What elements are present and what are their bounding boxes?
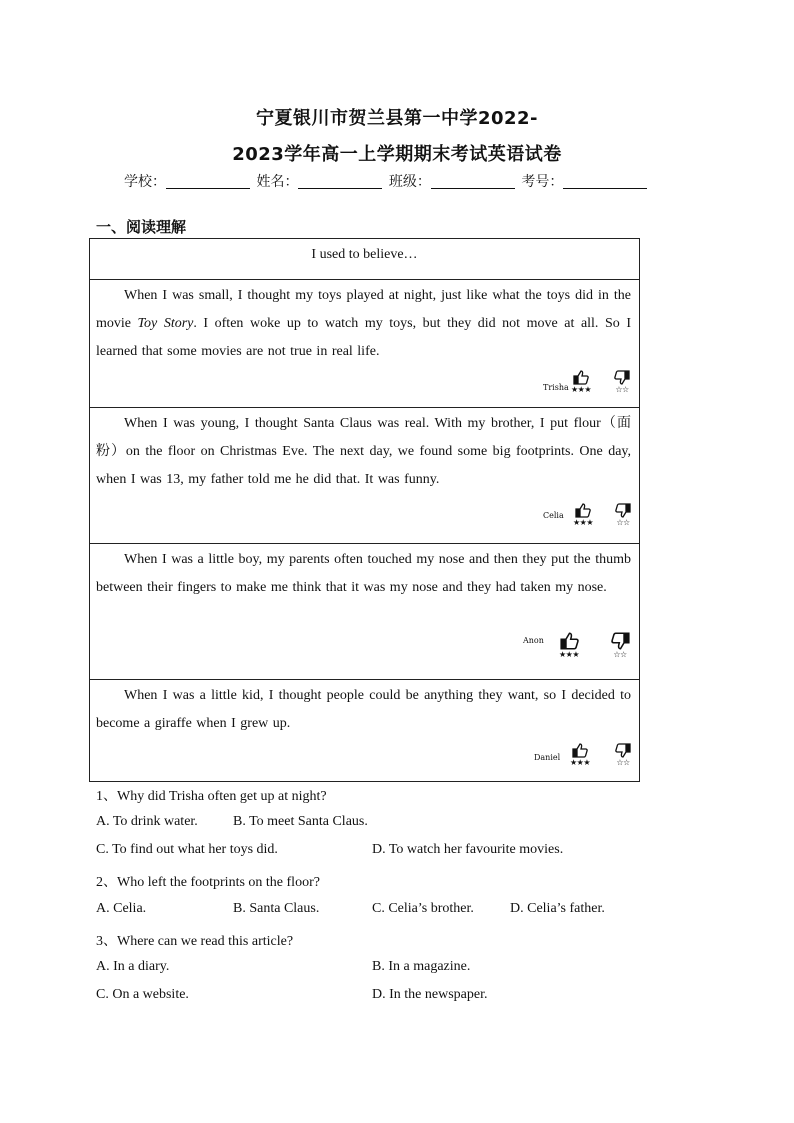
dislike-vote[interactable] [607, 370, 637, 394]
question-1-stem: 1、Why did Trisha often get up at night? [96, 789, 327, 804]
entry-text: When I was a little kid, I thought people could be anything they want, so I decided to become a giraffe when I grew up. [96, 688, 631, 731]
entry-celia [90, 407, 639, 543]
dislike-stars: ☆☆ [613, 650, 627, 659]
entry-anon [90, 543, 639, 679]
dislike-stars: ☆☆ [615, 385, 629, 394]
thumbs-up-icon [573, 370, 589, 385]
entry-daniel [90, 679, 639, 781]
author-name: Celia [543, 511, 564, 520]
question-1-option-d[interactable]: D. To watch her favourite movies. [372, 842, 564, 857]
question-3-option-d[interactable]: D. In the newspaper. [372, 987, 488, 1002]
question-1-option-c[interactable]: C. To find out what her toys did. [96, 842, 278, 857]
dislike-vote[interactable] [605, 632, 635, 659]
name-blank[interactable] [298, 174, 382, 189]
question-1-option-a[interactable]: A. To drink water. [96, 814, 198, 829]
like-vote[interactable] [565, 743, 595, 767]
like-stars: ★★★ [569, 758, 590, 767]
number-blank[interactable] [563, 174, 647, 189]
author-name: Trisha [543, 383, 569, 392]
class-label: 班级： [388, 174, 431, 190]
thumbs-down-icon [611, 632, 630, 650]
like-stars: ★★★ [572, 518, 593, 527]
number-label: 考号： [521, 174, 564, 190]
school-label: 学校： [124, 174, 166, 190]
thumbs-down-icon [614, 370, 630, 385]
passage-table [89, 238, 640, 782]
thumbs-up-icon [572, 743, 588, 758]
author-name: Anon [523, 636, 544, 645]
question-3-stem: 3、Where can we read this article? [96, 934, 294, 949]
dislike-stars: ☆☆ [616, 758, 630, 767]
like-vote[interactable] [554, 632, 584, 659]
thumbs-down-icon [615, 743, 631, 758]
like-stars: ★★★ [570, 385, 591, 394]
exam-title-line-2: 2023学年高一上学期期末考试英语试卷 [232, 144, 562, 165]
entry-text: When I was young, I thought Santa Claus was real. With my brother, I put flour（面粉）on the floor on Christmas Eve. The next day, we found some big footprints. One day, when I was 13, my father told me he did that. It was funny. [96, 416, 631, 487]
passage-heading: I used to believe… [311, 247, 418, 262]
question-2-option-b[interactable]: B. Santa Claus. [233, 901, 320, 916]
like-vote[interactable] [568, 503, 598, 527]
name-label: 姓名： [256, 174, 299, 190]
author-name: Daniel [534, 753, 561, 762]
movie-title: Toy Story [137, 316, 194, 331]
section-title: 一、阅读理解 [96, 218, 187, 236]
question-3-option-c[interactable]: C. On a website. [96, 987, 189, 1002]
question-3-option-b[interactable]: B. In a magazine. [372, 959, 471, 974]
thumbs-up-icon [575, 503, 591, 518]
question-2-option-d[interactable]: D. Celia’s father. [510, 901, 605, 916]
class-blank[interactable] [431, 174, 515, 189]
thumbs-down-icon [615, 503, 631, 518]
like-stars: ★★★ [558, 650, 579, 659]
entry-trisha [90, 279, 639, 407]
question-3-option-a[interactable]: A. In a diary. [96, 959, 170, 974]
dislike-stars: ☆☆ [616, 518, 630, 527]
student-info-fields [124, 171, 649, 191]
exam-title-line-1: 宁夏银川市贺兰县第一中学2022- [255, 108, 539, 129]
question-2-option-c[interactable]: C. Celia’s brother. [372, 901, 474, 916]
question-1-option-b[interactable]: B. To meet Santa Claus. [233, 814, 368, 829]
dislike-vote[interactable] [608, 743, 638, 767]
question-2-stem: 2、Who left the footprints on the floor? [96, 875, 320, 890]
entry-text: When I was a little boy, my parents often touched my nose and then they put the thumb between their fingers to make me think that it was my nose and they had taken my nose. [96, 552, 631, 595]
dislike-vote[interactable] [608, 503, 638, 527]
like-vote[interactable] [566, 370, 596, 394]
school-blank[interactable] [166, 174, 250, 189]
question-2-option-a[interactable]: A. Celia. [96, 901, 147, 916]
entry-text: When I was small, I thought my toys played at night, just like what the toys did in the movie Toy Story. I often woke up to watch my toys, but they did not move at all. So I learned that some movies are not true in real life. [96, 288, 631, 359]
thumbs-up-icon [560, 632, 579, 650]
